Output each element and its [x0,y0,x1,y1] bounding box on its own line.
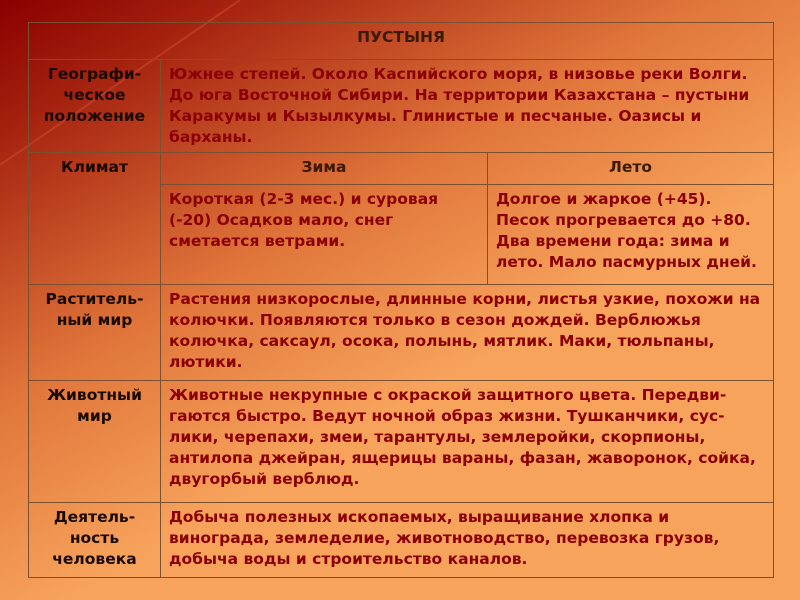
row-text-fauna: Животные некрупные с окраской защитного цвета. Передви-гаются быстро. Ведут ночной образ жизни. Тушканчики, сус-лики, черепахи, змеи, тарантулы, землеройки, скорпионы, антилопа джейран, ящерицы вараны, фазан, жаворонок, сойка, двугорбый верблюд. [161,381,774,503]
table-row-fauna [29,381,774,503]
row-text-geo: Южнее степей. Около Каспийского моря, в низовье реки Волги. До юга Восточной Сибири. На территории Казахстана – пустыни Каракумы и Кызылкумы. Глинистые и песчаные. Оазисы и барханы. [161,60,774,153]
table-title: ПУСТЫНЯ [29,23,774,60]
climate-winter-header: Зима [161,153,488,185]
row-label-geo: Географи-ческое положение [29,60,161,153]
row-text-flora: Растения низкорослые, длинные корни, листья узкие, похожи на колючки. Появляются только в сезон дождей. Верблюжья колючка, саксаул, осока, полынь, мятлик. Маки, тюльпаны, лютики. [161,285,774,381]
climate-winter-text: Короткая (2-3 мес.) и суровая (-20) Осадков мало, снег сметается ветрами. [161,185,488,285]
climate-summer-header: Лето [488,153,774,185]
row-text-human: Добыча полезных ископаемых, выращивание хлопка и винограда, земледелие, животноводство, перевозка грузов, добыча воды и строительство каналов. [161,503,774,578]
table-row-human [29,503,774,578]
row-label-flora: Раститель-ный мир [29,285,161,381]
climate-summer-text: Долгое и жаркое (+45). Песок прогревается до +80. Два времени года: зима и лето. Мало пасмурных дней. [488,185,774,285]
table-row-flora [29,285,774,381]
row-label-human: Деятель-ность человека [29,503,161,578]
row-label-climate: Климат [29,153,161,285]
table-title-row [29,23,774,60]
desert-info-table [28,22,774,578]
table-row-climate-head [29,153,774,185]
row-label-fauna: Животный мир [29,381,161,503]
table-row-geo [29,60,774,153]
